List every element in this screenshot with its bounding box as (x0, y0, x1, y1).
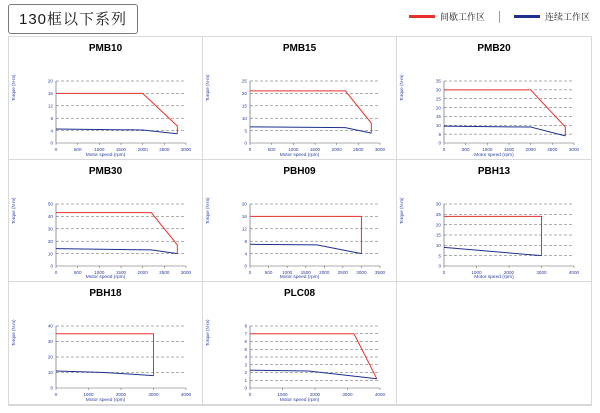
chart-plot (203, 178, 396, 282)
chart-plot (9, 55, 202, 159)
svg-text:40: 40 (47, 213, 53, 219)
chart-title: PBH18 (89, 288, 122, 300)
x-axis-label: Motor speed (rpm) (279, 275, 320, 281)
svg-text:2000: 2000 (318, 269, 329, 275)
svg-text:1500: 1500 (300, 269, 311, 275)
svg-text:500: 500 (264, 269, 272, 275)
svg-text:0: 0 (54, 147, 57, 152)
svg-text:0: 0 (248, 147, 251, 152)
svg-text:2000: 2000 (525, 147, 536, 152)
svg-text:1000: 1000 (82, 392, 94, 398)
svg-text:3000: 3000 (568, 147, 580, 152)
y-axis-label: Torque (N·m) (205, 319, 210, 347)
chart-title: PMB10 (88, 43, 123, 54)
svg-text:15: 15 (435, 232, 441, 238)
x-axis-label: Motor speed (rpm) (85, 397, 126, 403)
svg-text:4000: 4000 (568, 269, 580, 275)
y-axis-label: Torque (N·m) (205, 74, 210, 101)
legend-label-intermittent: 间歇工作区 (439, 12, 485, 22)
svg-text:6: 6 (243, 339, 247, 345)
x-axis-label: Motor speed (rpm) (279, 397, 320, 403)
svg-text:4: 4 (243, 250, 247, 256)
svg-text:20: 20 (47, 355, 53, 361)
svg-text:5: 5 (438, 131, 441, 137)
chart-cell-pbh18 (9, 282, 203, 405)
svg-text:3000: 3000 (180, 269, 191, 275)
chart-plot (9, 178, 202, 282)
legend-divider (499, 11, 500, 23)
svg-text:500: 500 (461, 147, 470, 152)
svg-text:1500: 1500 (115, 147, 126, 152)
svg-text:50: 50 (47, 201, 53, 207)
svg-text:1000: 1000 (471, 269, 482, 275)
svg-text:2000: 2000 (309, 392, 320, 398)
chart-title: PBH09 (283, 165, 316, 177)
svg-text:16: 16 (241, 213, 247, 219)
svg-text:4000: 4000 (374, 392, 385, 398)
svg-text:0: 0 (49, 263, 53, 269)
svg-text:20: 20 (47, 238, 53, 244)
svg-text:25: 25 (435, 96, 441, 102)
svg-text:10: 10 (435, 242, 441, 248)
svg-text:500: 500 (267, 147, 276, 152)
svg-text:1000: 1000 (93, 147, 104, 152)
svg-text:30: 30 (47, 339, 53, 345)
svg-text:5: 5 (438, 253, 441, 259)
chart-cell-pbh09 (203, 160, 397, 283)
svg-text:3000: 3000 (147, 392, 159, 398)
svg-text:2000: 2000 (115, 392, 126, 398)
x-axis-label: Motor speed (rpm) (474, 275, 514, 281)
svg-text:0: 0 (442, 269, 446, 275)
svg-text:1000: 1000 (276, 392, 288, 398)
svg-text:35: 35 (435, 78, 441, 84)
chart-cell-empty (397, 282, 591, 405)
chart-plot (9, 300, 202, 404)
svg-text:20: 20 (241, 201, 247, 207)
svg-text:40: 40 (47, 324, 53, 330)
x-axis-label: Motor speed (rpm) (85, 152, 126, 158)
x-axis-label: Motor speed (rpm) (85, 275, 126, 281)
svg-text:3: 3 (243, 362, 247, 368)
legend-label-continuous: 连续工作区 (544, 12, 590, 22)
svg-text:8: 8 (243, 238, 247, 244)
svg-text:20: 20 (47, 78, 53, 84)
svg-text:8: 8 (243, 324, 247, 330)
svg-text:30: 30 (47, 226, 53, 232)
svg-text:2500: 2500 (158, 269, 169, 275)
svg-text:3000: 3000 (180, 147, 191, 152)
svg-text:2000: 2000 (137, 147, 148, 152)
svg-text:0: 0 (438, 140, 441, 146)
y-axis-label: Torque (N·m) (11, 319, 16, 347)
header (0, 0, 600, 34)
svg-text:1000: 1000 (281, 269, 292, 275)
svg-text:0: 0 (442, 147, 446, 152)
chart-plot (397, 178, 591, 282)
svg-text:1500: 1500 (503, 147, 515, 152)
svg-text:15: 15 (435, 114, 441, 120)
svg-text:10: 10 (241, 115, 247, 121)
svg-text:30: 30 (435, 201, 441, 207)
svg-text:3000: 3000 (355, 269, 367, 275)
y-axis-label: Torque (N·m) (11, 197, 16, 224)
chart-plot (203, 55, 396, 159)
svg-text:25: 25 (241, 78, 247, 84)
svg-text:0: 0 (49, 386, 53, 392)
svg-text:500: 500 (73, 269, 82, 275)
svg-text:12: 12 (47, 103, 53, 109)
chart-title: PMB30 (88, 165, 123, 177)
svg-text:4: 4 (49, 128, 53, 134)
svg-text:16: 16 (47, 91, 53, 97)
chart-title: PBH13 (477, 165, 511, 177)
svg-text:20: 20 (435, 222, 441, 228)
svg-text:2500: 2500 (158, 147, 169, 152)
svg-text:10: 10 (47, 370, 53, 376)
svg-text:0: 0 (243, 140, 247, 146)
x-axis-label: Motor speed (rpm) (279, 152, 320, 158)
svg-text:0: 0 (54, 392, 57, 398)
svg-text:0: 0 (248, 392, 251, 398)
svg-text:20: 20 (241, 91, 247, 97)
chart-title: PMB15 (282, 43, 317, 54)
chart-cell-pmb15 (203, 37, 397, 160)
svg-text:3000: 3000 (374, 147, 385, 152)
svg-text:1000: 1000 (93, 269, 104, 275)
svg-text:3500: 3500 (374, 269, 385, 275)
line-swatch-red-icon (409, 15, 435, 18)
svg-text:4000: 4000 (180, 392, 191, 398)
svg-text:25: 25 (435, 211, 441, 217)
svg-text:1500: 1500 (309, 147, 320, 152)
svg-text:3000: 3000 (536, 269, 547, 275)
svg-text:20: 20 (435, 105, 441, 111)
line-swatch-blue-icon (514, 15, 540, 18)
svg-text:0: 0 (243, 386, 247, 392)
y-axis-label: Torque (N·m) (399, 197, 404, 224)
chart-plot (397, 55, 591, 159)
svg-text:8: 8 (49, 115, 53, 121)
svg-text:2500: 2500 (352, 147, 363, 152)
svg-text:0: 0 (243, 263, 247, 269)
svg-text:12: 12 (241, 226, 247, 232)
svg-text:1000: 1000 (482, 147, 493, 152)
svg-text:2500: 2500 (337, 269, 348, 275)
svg-text:0: 0 (49, 140, 53, 146)
svg-text:500: 500 (73, 147, 82, 152)
legend (409, 10, 590, 23)
svg-text:1500: 1500 (115, 269, 126, 275)
svg-text:1: 1 (243, 378, 247, 384)
chart-cell-pmb30 (9, 160, 203, 283)
chart-cell-pbh13 (397, 160, 591, 283)
page-title: 130框以下系列 (8, 4, 138, 34)
legend-item-intermittent (409, 10, 485, 23)
svg-text:30: 30 (435, 87, 441, 93)
svg-text:15: 15 (241, 103, 247, 109)
chart-cell-pmb10 (9, 37, 203, 160)
svg-text:2500: 2500 (547, 147, 558, 152)
svg-text:5: 5 (243, 347, 247, 353)
svg-text:5: 5 (243, 128, 247, 134)
svg-text:0: 0 (54, 269, 57, 275)
svg-text:2: 2 (243, 370, 247, 376)
y-axis-label: Torque (N·m) (399, 74, 404, 101)
svg-text:10: 10 (435, 122, 441, 128)
chart-grid (8, 36, 592, 406)
svg-text:0: 0 (248, 269, 251, 275)
svg-text:0: 0 (438, 263, 441, 269)
y-axis-label: Torque (N·m) (11, 74, 16, 101)
chart-plot (203, 300, 396, 404)
svg-text:2000: 2000 (137, 269, 148, 275)
legend-item-continuous (514, 10, 590, 23)
svg-text:2000: 2000 (503, 269, 515, 275)
y-axis-label: Torque (N·m) (205, 197, 210, 224)
svg-text:1000: 1000 (287, 147, 298, 152)
x-axis-label: Motor speed (rpm) (474, 152, 514, 158)
chart-cell-pmb20 (397, 37, 591, 160)
chart-cell-plc08 (203, 282, 397, 405)
svg-text:7: 7 (243, 331, 247, 337)
chart-title: PLC08 (283, 288, 316, 300)
chart-title: PMB20 (477, 43, 511, 54)
svg-text:10: 10 (47, 250, 53, 256)
svg-text:2000: 2000 (331, 147, 342, 152)
svg-text:3000: 3000 (341, 392, 353, 398)
svg-text:4: 4 (243, 355, 247, 361)
